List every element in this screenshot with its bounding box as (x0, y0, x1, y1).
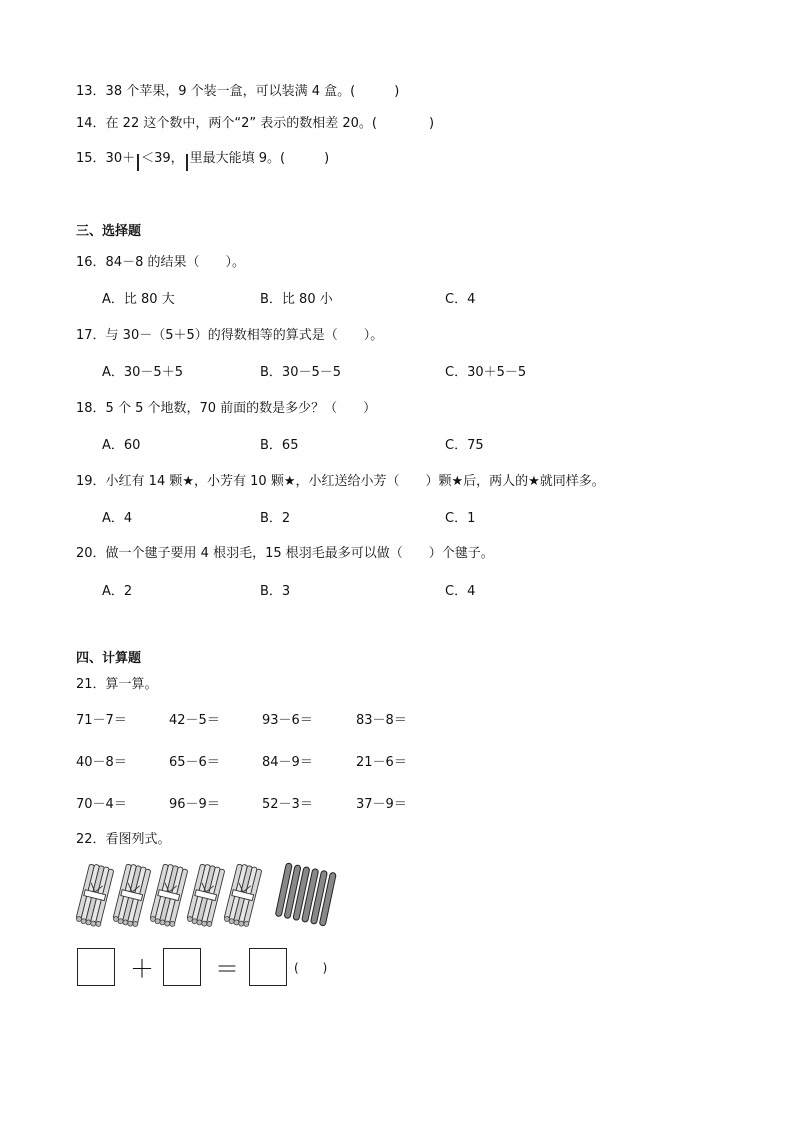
stick-bundle (186, 863, 225, 928)
question-text-post: 里最大能填 9。( ) (189, 151, 330, 166)
question-19 (76, 473, 605, 491)
equals-sign: ＝ (215, 955, 239, 983)
question-number: 17． (76, 328, 106, 343)
question-20 (76, 545, 494, 563)
question-text: 小红有 14 颗★，小芳有 10 颗★，小红送给小芳（ ）颗★后，两人的★就同样多。 (105, 474, 605, 489)
question-text: 在 22 这个数中，两个“2” 表示的数相差 20。( ) (105, 116, 435, 131)
calc-item: 70－4＝ (76, 797, 127, 812)
question-number: 14． (76, 116, 106, 131)
calc-item: 40－8＝ (76, 755, 127, 770)
question-number: 20． (76, 546, 106, 561)
option-b[interactable]: B．3 (260, 584, 291, 599)
calc-item: 93－6＝ (262, 713, 313, 728)
section-heading-choice: 三、选择题 (76, 224, 142, 239)
question-text: 38 个苹果，9 个装一盒，可以装满 4 盒。( ) (105, 84, 400, 99)
plus-sign: ＋ (130, 955, 154, 983)
stick-bundles-illustration (76, 862, 351, 932)
option-a[interactable]: A．30－5＋5 (102, 365, 183, 380)
question-21 (76, 676, 158, 694)
question-15 (76, 150, 329, 172)
calc-item: 21－6＝ (356, 755, 407, 770)
option-a[interactable]: A．比 80 大 (102, 292, 175, 307)
question-14 (76, 115, 434, 133)
question-text: 5 个 5 个地数，70 前面的数是多少？（ ） (105, 401, 377, 416)
question-number: 22． (76, 832, 106, 847)
question-22 (76, 831, 171, 849)
question-number: 13． (76, 84, 106, 99)
option-c[interactable]: C．30＋5－5 (445, 365, 527, 380)
question-number: 15． (76, 151, 106, 166)
question-number: 16． (76, 255, 106, 270)
option-a[interactable]: A．4 (102, 511, 133, 526)
question-text: 做一个毽子要用 4 根羽毛，15 根羽毛最多可以做（ ）个毽子。 (105, 546, 494, 561)
option-a[interactable]: A．60 (102, 438, 141, 453)
stick-bundle (149, 863, 188, 928)
calc-item: 37－9＝ (356, 797, 407, 812)
question-18 (76, 400, 376, 418)
option-c[interactable]: C．75 (445, 438, 484, 453)
question-text: 看图列式。 (105, 832, 171, 847)
option-c[interactable]: C．4 (445, 584, 476, 599)
section-heading-calculation: 四、计算题 (76, 651, 142, 666)
stick-bundle (223, 863, 262, 928)
stick-bundle (112, 863, 151, 928)
option-b[interactable]: B．30－5－5 (260, 365, 342, 380)
single-sticks (275, 863, 336, 926)
question-number: 18． (76, 401, 106, 416)
question-number: 19． (76, 474, 106, 489)
calc-item: 84－9＝ (262, 755, 313, 770)
calc-item: 83－8＝ (356, 713, 407, 728)
answer-box[interactable] (249, 948, 287, 986)
answer-box[interactable] (163, 948, 201, 986)
option-c[interactable]: C．4 (445, 292, 476, 307)
stick-bundle (76, 863, 115, 928)
option-b[interactable]: B．2 (260, 511, 291, 526)
calc-item: 65－6＝ (169, 755, 220, 770)
question-number: 21． (76, 677, 106, 692)
question-16 (76, 254, 245, 272)
question-17 (76, 327, 383, 345)
calc-item: 42－5＝ (169, 713, 220, 728)
calc-item: 96－9＝ (169, 797, 220, 812)
question-text-pre: 30＋ (105, 151, 136, 166)
option-b[interactable]: B．比 80 小 (260, 292, 333, 307)
calc-item: 52－3＝ (262, 797, 313, 812)
option-c[interactable]: C．1 (445, 511, 476, 526)
option-a[interactable]: A．2 (102, 584, 133, 599)
question-text: 84－8 的结果（ ）。 (105, 255, 245, 270)
question-text-mid: ＜39， (141, 151, 184, 166)
question-13 (76, 83, 399, 101)
unit-paren[interactable]: ( ) (294, 961, 328, 975)
option-b[interactable]: B．65 (260, 438, 299, 453)
question-text: 算一算。 (105, 677, 158, 692)
answer-box[interactable] (77, 948, 115, 986)
blank-square[interactable] (137, 154, 139, 171)
blank-square[interactable] (186, 154, 188, 171)
question-text: 与 30－（5＋5）的得数相等的算式是（ ）。 (105, 328, 384, 343)
calc-item: 71－7＝ (76, 713, 127, 728)
